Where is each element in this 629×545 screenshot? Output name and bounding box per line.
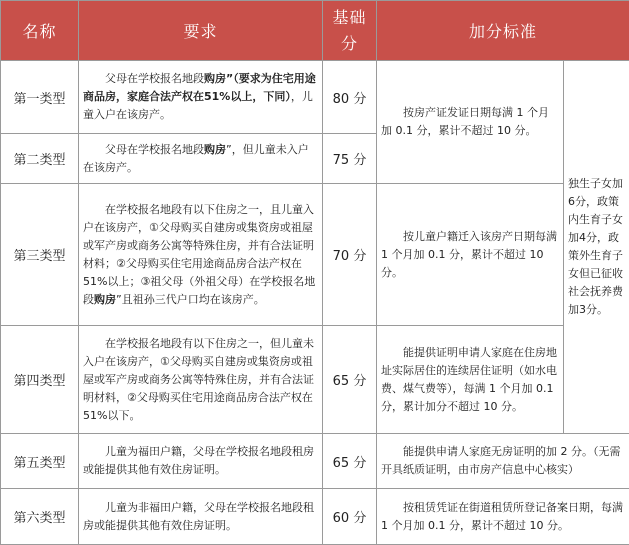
standard-cell: 能提供证明申请人家庭在住房地址实际居住的连续居住证明（如水电费、煤气费等），每满 1 个月加 0.1 分，累计加分不超过 10 分。 — [377, 326, 564, 434]
standard-cell: 能提供申请人家庭无房证明的加 2 分。（无需开具纸质证明，由市房产信息中心核实） — [377, 434, 629, 489]
base-score-cell: 75 分 — [323, 134, 377, 184]
category-cell: 第一类型 — [1, 61, 79, 134]
table-row — [1, 434, 629, 489]
header-bonus-standard: 加分标准 — [377, 1, 629, 61]
header-base-score: 基础 分 — [323, 1, 377, 61]
base-score-cell: 70 分 — [323, 184, 377, 326]
category-cell: 第五类型 — [1, 434, 79, 489]
table-row — [1, 489, 629, 545]
base-score-cell: 60 分 — [323, 489, 377, 545]
category-cell: 第四类型 — [1, 326, 79, 434]
header-requirement: 要求 — [79, 1, 323, 61]
table-row — [1, 184, 629, 326]
standard-cell: 按房产证发证日期每满 1 个月加 0.1 分，累计不超过 10 分。 — [377, 61, 564, 184]
bonus-cell: 独生子女加6分，政策内生育子女加4分，政策外生育子女但已征收社会抚养费加3分。 — [564, 61, 629, 434]
standard-cell: 按儿童户籍迁入该房产日期每满 1 个月加 0.1 分，累计不超过 10 分。 — [377, 184, 564, 326]
category-cell: 第六类型 — [1, 489, 79, 545]
header-name: 名称 — [1, 1, 79, 61]
category-cell: 第三类型 — [1, 184, 79, 326]
category-cell: 第二类型 — [1, 134, 79, 184]
table-row — [1, 61, 629, 134]
base-score-cell: 65 分 — [323, 326, 377, 434]
standard-cell: 按租赁凭证在街道租赁所登记备案日期，每满 1 个月加 0.1 分，累计不超过 10 分。 — [377, 489, 629, 545]
requirement-cell: 父母在学校报名地段购房”，但儿童未入户在该房产。 — [79, 134, 323, 184]
requirement-cell: 在学校报名地段有以下住房之一，且儿童入户在该房产，①父母购买自建房或集资房或祖屋或军产房或商务公寓等特殊住房，并有合法证明材料；②父母购买住宅用途商品房合法产权在 51%以上；③祖父母（外祖父母）在学校报名地段购房”且祖孙三代户口均在该房产。 — [79, 184, 323, 326]
base-score-cell: 65 分 — [323, 434, 377, 489]
requirement-cell: 父母在学校报名地段购房”（要求为住宅用途商品房，家庭合法产权在51%以上，下同），儿童入户在该房产。 — [79, 61, 323, 134]
requirement-cell: 儿童为福田户籍，父母在学校报名地段租房或能提供其他有效住房证明。 — [79, 434, 323, 489]
requirement-cell: 在学校报名地段有以下住房之一，但儿童未入户在该房产，①父母购买自建房或集资房或祖屋或军产房或商务公寓等特殊住房，并有合法证明材料，②父母购买住宅用途商品房合法产权在 51%以下。 — [79, 326, 323, 434]
requirement-cell: 儿童为非福田户籍，父母在学校报名地段租房或能提供其他有效住房证明。 — [79, 489, 323, 545]
base-score-cell: 80 分 — [323, 61, 377, 134]
header-row — [1, 1, 629, 61]
table-row — [1, 326, 629, 434]
